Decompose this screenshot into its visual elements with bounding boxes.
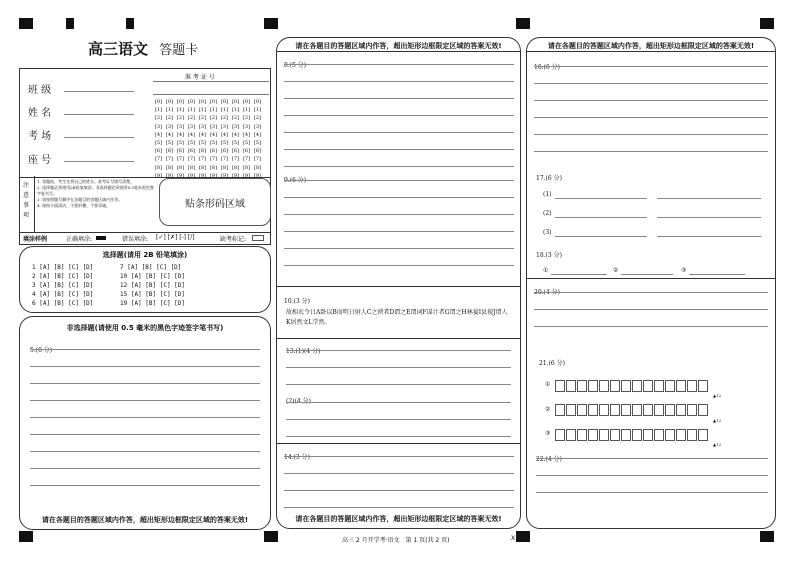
answer-line[interactable]	[536, 492, 768, 493]
exam-digit-bubble[interactable]: [0]	[253, 99, 262, 105]
exam-digit-bubble[interactable]: [8]	[253, 164, 262, 171]
registration-mark	[264, 531, 278, 542]
q17-item: (1)	[543, 191, 552, 198]
exam-digit-bubble[interactable]: [8]	[187, 164, 196, 171]
exam-digit-bubble[interactable]: [2]	[198, 115, 207, 122]
exam-digit-bubble[interactable]: [4]	[242, 131, 251, 138]
exam-digit-bubble[interactable]: [4]	[220, 131, 229, 138]
exam-digit-bubble[interactable]: [2]	[187, 115, 196, 122]
exam-digit-bubble[interactable]: [8]	[198, 164, 207, 171]
answer-line[interactable]	[30, 468, 260, 469]
exam-digit-bubble[interactable]: [1]	[176, 107, 185, 114]
title-main: 高三语文	[88, 40, 149, 58]
q18-item: ①	[543, 267, 549, 274]
exam-digit-bubble[interactable]: [1]	[209, 107, 218, 114]
mc-item[interactable]: 3 [A] [B] [C] [D]	[32, 282, 94, 289]
exam-digit-bubble[interactable]: [4]	[176, 131, 185, 138]
exam-digit-bubble[interactable]: [6]	[165, 148, 174, 155]
fill-correct-mark	[96, 236, 106, 240]
exam-digit-bubble[interactable]: [3]	[154, 123, 163, 130]
answer-line[interactable]	[536, 475, 768, 476]
exam-digit-bubble[interactable]: [4]	[253, 131, 262, 138]
exam-digit-bubble[interactable]: [4]	[198, 131, 207, 138]
exam-digit-bubble[interactable]: [6]	[242, 148, 251, 155]
exam-digit-bubble[interactable]: [9]	[165, 172, 174, 179]
exam-digit-bubble[interactable]: [5]	[198, 139, 207, 146]
exam-digit-bubble[interactable]: [9]	[198, 172, 207, 179]
exam-digit-bubble[interactable]: [8]	[154, 164, 163, 171]
q17-label: 17.(6 分)	[536, 175, 562, 182]
q8-label: 8.(5 分)	[284, 62, 307, 69]
q22-label: 22.(4 分)	[536, 456, 562, 463]
exam-digit-bubble[interactable]: [5]	[231, 139, 240, 146]
mc-item[interactable]: 15 [A] [B] [C] [D]	[120, 291, 186, 298]
exam-digit-bubble[interactable]: [0]	[187, 99, 196, 105]
answer-line[interactable]	[30, 400, 260, 401]
exam-digit-bubble[interactable]: [9]	[242, 172, 251, 179]
exam-digit-bubble[interactable]: [8]	[209, 164, 218, 171]
exam-digit-bubble[interactable]: [1]	[242, 107, 251, 114]
q22-lines[interactable]	[527, 38, 775, 528]
exam-digit-bubble[interactable]: [0]	[154, 99, 163, 105]
q10-text[interactable]: 故相衣令日A卧以B而明日射人C之谀者D谓之E谓词F谋计者G谓之H林宴I县视J谓人K居然文L学然。	[286, 309, 508, 326]
exam-digit-bubble[interactable]: [7]	[165, 156, 174, 163]
exam-digit-bubble[interactable]: [5]	[242, 139, 251, 146]
middle-panel	[276, 37, 521, 529]
nonmc-panel	[19, 316, 271, 530]
q17-item: (2)	[543, 210, 552, 217]
exam-digit-bubble[interactable]: [5]	[154, 139, 163, 146]
exam-digit-bubble[interactable]: [5]	[165, 139, 174, 146]
q16-label: 16.(6 分)	[534, 64, 560, 71]
exam-digit-bubble[interactable]: [8]	[242, 164, 251, 171]
right-panel	[526, 37, 776, 529]
registration-mark	[126, 18, 134, 29]
info-field-seat[interactable]: 座 号	[28, 155, 52, 166]
exam-digit-bubble[interactable]: [9]	[187, 172, 196, 179]
exam-digit-bubble[interactable]: [1]	[165, 107, 174, 114]
q21-item: ①	[545, 381, 551, 388]
q17-item: (3)	[543, 229, 552, 236]
title-sub: 答题卡	[159, 43, 199, 58]
exam-digit-bubble[interactable]: [7]	[176, 156, 185, 163]
answer-line[interactable]	[30, 383, 260, 384]
exam-digit-bubble[interactable]: [8]	[176, 164, 185, 171]
exam-digit-bubble[interactable]: [0]	[242, 99, 251, 105]
registration-mark	[516, 531, 530, 542]
fill-wrong-label: 错误填涂:	[122, 236, 149, 243]
exam-digit-bubble[interactable]: [6]	[220, 148, 229, 155]
exam-digit-bubble[interactable]: [0]	[165, 99, 174, 105]
exam-digit-bubble[interactable]: [3]	[231, 123, 240, 130]
exam-digit-bubble[interactable]: [7]	[154, 156, 163, 163]
q21-mark: ▲12	[713, 442, 722, 447]
exam-digit-bubble[interactable]: [0]	[220, 99, 229, 105]
nonmc-header: 非选择题(请使用 0.5 毫米的黑色字迹签字笔书写)	[66, 324, 224, 332]
exam-digit-bubble[interactable]: [4]	[231, 131, 240, 138]
mc-item[interactable]: 12 [A] [B] [C] [D]	[120, 282, 186, 289]
registration-mark	[516, 18, 530, 29]
q14-label: 14.(3 分)	[284, 454, 310, 461]
fill-sample-row	[19, 232, 271, 245]
answer-line[interactable]	[30, 451, 260, 452]
registration-mark	[760, 531, 774, 542]
warning-text: 请在各题目的答题区域内作答，超出矩形边框限定区域的答案无效!	[295, 42, 502, 50]
exam-digit-bubble[interactable]: [3]	[187, 123, 196, 130]
exam-digit-bubble[interactable]: [5]	[220, 139, 229, 146]
exam-number-grid[interactable]	[153, 69, 269, 177]
exam-digit-bubble[interactable]: [5]	[187, 139, 196, 146]
registration-mark	[19, 531, 33, 542]
exam-digit-bubble[interactable]: [0]	[198, 99, 207, 105]
exam-digit-bubble[interactable]: [9]	[209, 172, 218, 179]
q18-item: ③	[681, 267, 687, 274]
q20-label: 20.(4 分)	[534, 289, 560, 296]
q5-lines[interactable]	[20, 317, 270, 529]
q18-label: 18.(3 分)	[536, 252, 562, 259]
exam-digit-bubble[interactable]: [2]	[209, 115, 218, 122]
exam-digit-bubble[interactable]: [6]	[253, 148, 262, 155]
notice-items: 1. 答题前，考生先将自己的姓名、准考证号填写清楚。 2. 选择题必须使用2B铅笔填涂；非选择题必须使用0.5毫米黑色签字笔书写。 3. 请按照题号顺序在各题目的答题区域内作答。 4. 保持卡面清洁，不要折叠、不要弄破。	[37, 179, 154, 208]
exam-digit-bubble[interactable]: [3]	[209, 123, 218, 130]
exam-digit-bubble[interactable]: [3]	[198, 123, 207, 130]
exam-digit-bubble[interactable]: [1]	[231, 107, 240, 114]
exam-digit-bubble[interactable]: [8]	[231, 164, 240, 171]
warning-text: 请在各题目的答题区域内作答，超出矩形边框限定区域的答案无效!	[547, 42, 755, 50]
exam-digit-bubble[interactable]: [7]	[242, 156, 251, 163]
exam-digit-bubble[interactable]: [5]	[176, 139, 185, 146]
exam-digit-bubble[interactable]: [4]	[165, 131, 174, 138]
exam-digit-bubble[interactable]: [7]	[231, 156, 240, 163]
info-field-name[interactable]: 姓 名	[28, 108, 52, 119]
answer-line[interactable]	[536, 458, 768, 459]
q21-item: ③	[545, 430, 551, 437]
q21-mark: ▲12	[713, 393, 722, 398]
exam-number-boxes[interactable]	[153, 81, 269, 95]
barcode-area: 贴条形码区域	[159, 178, 271, 226]
exam-digit-bubble[interactable]: [6]	[209, 148, 218, 155]
warning-text: 请在各题目的答题区域内作答，超出矩形边框限定区域的答案无效!	[41, 516, 249, 524]
exam-digit-bubble[interactable]: [1]	[154, 107, 163, 114]
mc-left[interactable]	[32, 263, 93, 308]
exam-digit-bubble[interactable]: [6]	[154, 148, 163, 155]
exam-digit-bubble[interactable]: [8]	[165, 164, 174, 171]
exam-digit-bubble[interactable]: [6]	[176, 148, 185, 155]
answer-line[interactable]	[284, 507, 514, 508]
q21-mark: ▲12	[713, 418, 722, 423]
exam-digit-bubble[interactable]: [7]	[187, 156, 196, 163]
answer-line[interactable]	[30, 434, 260, 435]
exam-digit-bubble[interactable]: [9]	[231, 172, 240, 179]
exam-digit-bubble[interactable]: [7]	[209, 156, 218, 163]
exam-digit-bubble[interactable]: [0]	[176, 99, 185, 105]
mc-header: 选择题(请用 2B 铅笔填涂)	[102, 251, 188, 259]
mc-item[interactable]: 7 [A] [B] [C] [D]	[120, 264, 182, 271]
registration-mark	[760, 18, 774, 29]
exam-digit-bubble[interactable]: [7]	[220, 156, 229, 163]
page-title	[88, 38, 198, 59]
exam-digit-bubble[interactable]: [1]	[187, 107, 196, 114]
answer-line[interactable]	[284, 473, 514, 474]
fill-wrong-marks: [✓] [✗] [-] [/]	[156, 234, 195, 241]
exam-digit-bubble[interactable]: [6]	[198, 148, 207, 155]
answer-line[interactable]	[30, 349, 260, 350]
exam-digit-bubble[interactable]: [9]	[253, 172, 262, 179]
exam-digit-bubble[interactable]: [1]	[253, 107, 262, 114]
exam-digit-bubble[interactable]: [5]	[209, 139, 218, 146]
exam-digit-bubble[interactable]: [8]	[220, 164, 229, 171]
warning-text: 请在各题目的答题区域内作答，超出矩形边框限定区域的答案无效!	[295, 515, 502, 523]
q9-label: 9.(6 分)	[284, 177, 307, 184]
q13-2-label: (2)(4 分)	[286, 398, 311, 405]
mc-item[interactable]: 4 [A] [B] [C] [D]	[32, 291, 94, 298]
exam-digit-bubble[interactable]: [9]	[176, 172, 185, 179]
q21-label: 21.(6 分)	[539, 360, 565, 367]
exam-digit-bubble[interactable]: [4]	[154, 131, 163, 138]
answer-line[interactable]	[30, 417, 260, 418]
mc-item[interactable]: 6 [A] [B] [C] [D]	[32, 300, 94, 307]
notice-box	[19, 176, 271, 233]
exam-digit-bubble[interactable]: [3]	[165, 123, 174, 130]
exam-digit-bubble[interactable]: [9]	[154, 172, 163, 179]
exam-digit-bubble[interactable]: [4]	[187, 131, 196, 138]
exam-digit-bubble[interactable]: [6]	[187, 148, 196, 155]
exam-digit-bubble[interactable]: [2]	[176, 115, 185, 122]
exam-digit-bubble[interactable]: [7]	[253, 156, 262, 163]
page-footer-x: X	[511, 535, 516, 542]
exam-digit-bubble[interactable]: [6]	[231, 148, 240, 155]
q18-item: ②	[613, 267, 619, 274]
exam-digit-bubble[interactable]: [4]	[209, 131, 218, 138]
page-footer: 高三 2 月开学考·语文 第 1 页(共 2 页)	[342, 537, 450, 544]
exam-digit-bubble[interactable]: [3]	[242, 123, 251, 130]
exam-digit-bubble[interactable]: [2]	[220, 115, 229, 122]
q5-label: 5.(6 分)	[30, 347, 53, 354]
notice-label: 注意事项	[23, 182, 30, 219]
info-field-class[interactable]: 班 级	[28, 85, 52, 96]
fill-missing-label: 缺考标记:	[220, 236, 247, 243]
fill-missing-box[interactable]	[252, 235, 264, 241]
exam-digit-bubble[interactable]: [7]	[198, 156, 207, 163]
answer-line[interactable]	[284, 490, 514, 491]
fill-sample-label: 填涂样例	[23, 236, 48, 243]
exam-digit-bubble[interactable]: [3]	[220, 123, 229, 130]
mc-right[interactable]	[120, 263, 185, 308]
mc-panel	[19, 246, 271, 313]
exam-digit-bubble[interactable]: [2]	[165, 115, 174, 122]
registration-mark	[66, 18, 74, 29]
exam-number-label: 准 考 证 号	[185, 74, 215, 81]
mc-item[interactable]: 1 [A] [B] [C] [D]	[32, 264, 94, 271]
exam-digit-bubble[interactable]: [3]	[253, 123, 262, 130]
info-box	[19, 68, 271, 178]
mc-item[interactable]: 10 [A] [B] [C] [D]	[120, 273, 186, 280]
answer-line[interactable]	[30, 366, 260, 367]
exam-digit-bubble[interactable]: [2]	[253, 115, 262, 122]
fill-correct-label: 正确填涂:	[66, 236, 93, 243]
registration-mark	[264, 18, 278, 29]
mc-item[interactable]: 2 [A] [B] [C] [D]	[32, 273, 94, 280]
answer-line[interactable]	[284, 456, 514, 457]
exam-digit-bubble[interactable]: [0]	[209, 99, 218, 105]
q13-1-label: 13.(1)(4 分)	[286, 348, 321, 355]
exam-digit-bubble[interactable]: [2]	[154, 115, 163, 122]
exam-digit-bubble[interactable]: [1]	[220, 107, 229, 114]
exam-digit-bubble[interactable]: [2]	[242, 115, 251, 122]
registration-mark	[19, 18, 33, 29]
exam-digit-bubble[interactable]: [3]	[176, 123, 185, 130]
exam-digit-bubble[interactable]: [0]	[231, 99, 240, 105]
q14-lines[interactable]	[277, 38, 520, 528]
exam-digit-bubble[interactable]: [5]	[253, 139, 262, 146]
q21-item: ②	[545, 406, 551, 413]
q10-label: 10.(3 分)	[284, 298, 310, 305]
info-field-room[interactable]: 考 场	[28, 131, 52, 142]
answer-line[interactable]	[30, 485, 260, 486]
exam-digit-bubble[interactable]: [2]	[231, 115, 240, 122]
mc-item[interactable]: 19 [A] [B] [C] [D]	[120, 300, 186, 307]
exam-digit-bubble[interactable]: [9]	[220, 172, 229, 179]
exam-digit-bubble[interactable]: [1]	[198, 107, 207, 114]
